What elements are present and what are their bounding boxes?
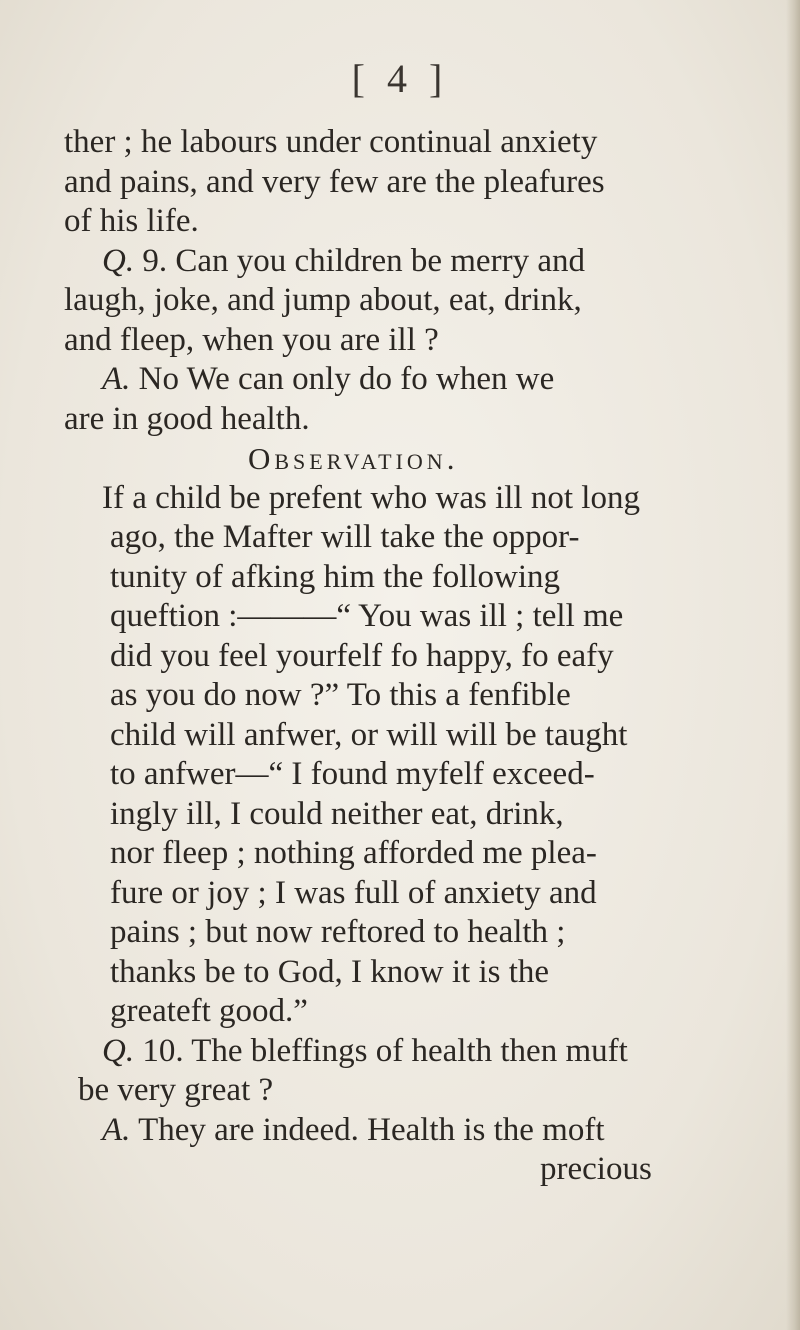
question-marker: Q. [102, 242, 135, 279]
answer-marker: A. [102, 361, 131, 397]
text-line: of his life. [64, 203, 199, 239]
text-line: greateft good.” [110, 993, 308, 1029]
text-line: tunity of afking him the following [110, 558, 561, 595]
question-line: Q. 9. Can you children be merry and [102, 242, 585, 279]
text-line: ingly ill, I could neither eat, drink, [110, 795, 564, 832]
text-line: ther ; he labours under continual anxiety [64, 124, 598, 160]
text-line: and fleep, when you are ill ? [64, 321, 439, 358]
section-heading: Observation. [248, 441, 459, 476]
text-line: laugh, joke, and jump about, eat, drink, [64, 282, 582, 318]
catchword: precious [540, 1151, 652, 1187]
text-line: thanks be to God, I know it is the [110, 953, 550, 990]
text-line: pains ; but now reftored to health ; [110, 914, 566, 950]
answer-marker: A. [102, 1111, 131, 1148]
answer-line: A. They are indeed. Health is the moft [102, 1111, 605, 1148]
text-line: If a child be prefent who was ill not long [102, 479, 640, 516]
text-line: be very great ? [78, 1072, 274, 1108]
text-line: queftion :———“ You was ill ; tell me [110, 598, 624, 634]
page-edge-shadow [786, 0, 800, 1330]
body-text [64, 123, 764, 1190]
text-line: and pains, and very few are the pleafures [64, 163, 605, 200]
question-line: Q. 10. The bleffings of health then muft [102, 1032, 628, 1069]
answer-line: A. No We can only do fo when we [102, 361, 555, 397]
text-line: fure or joy ; I was full of anxiety and [110, 874, 597, 911]
text-line: as you do now ?” To this a fenfible [110, 677, 571, 713]
page-number-header: [ 4 ] [351, 56, 449, 101]
text-line: ago, the Mafter will take the oppor- [110, 519, 580, 555]
text-line: did you feel yourfelf fo happy, fo eafy [110, 637, 614, 674]
text-line: to anfwer—“ I found myfelf exceed- [110, 756, 595, 792]
text-line: nor fleep ; nothing afforded me plea- [110, 835, 597, 871]
text-line: are in good health. [64, 400, 310, 437]
question-marker: Q. [102, 1032, 135, 1069]
text-line: child will anfwer, or will will be taught [110, 716, 628, 753]
